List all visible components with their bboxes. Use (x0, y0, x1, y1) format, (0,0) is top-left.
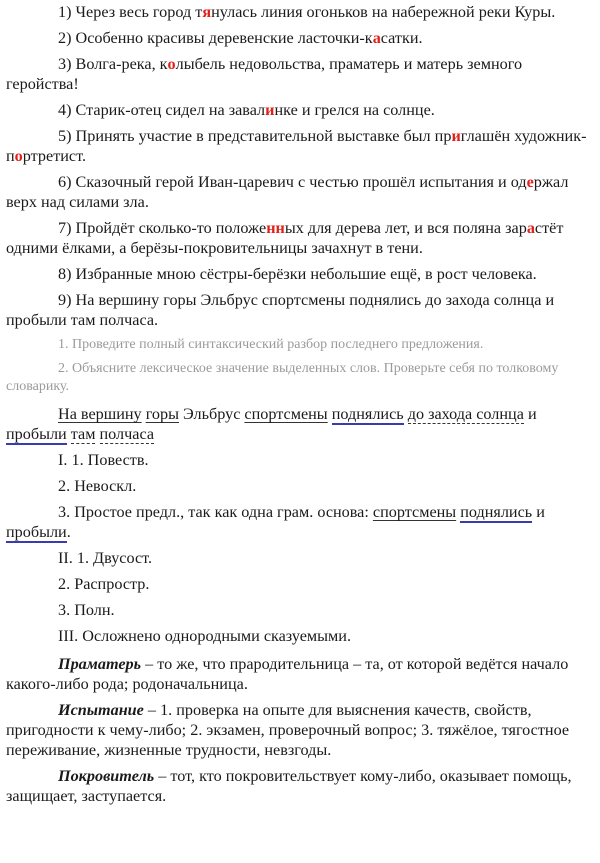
sentence-7: 7) Пройдёт сколько-то положенных для дерева лет, и вся поляна зарастёт одними ёлками, а берёзы-покровительницы зачахнут в тени. (6, 219, 564, 257)
sentence-2: 2) Особенно красивы деревенские ласточки-касатки. (58, 29, 423, 47)
analysis-line-3: 3. Простое предл., так как одна грам. основа: спортсмены поднялись и пробыли. (6, 503, 545, 541)
analysis-line-2: 2. Невоскл. (58, 477, 137, 495)
definition-1: Праматерь – то же, что прародительница – та, от которой ведётся начало какого-либо рода; родоначальница. (6, 655, 569, 693)
sentence-4: 4) Старик-отец сидел на завалинке и грелся на солнце. (58, 101, 435, 119)
sentence-5: 5) Принять участие в представительной выставке был приглашён художник-портретист. (6, 127, 587, 165)
task-1: 1. Проведите полный синтаксический разбор последнего предложения. (58, 337, 484, 352)
analysis-sentence: На вершину горы Эльбрус спортсмены поднялись до захода солнца и пробыли там полчаса (6, 405, 537, 443)
sentence-3: 3) Волга-река, колыбель недовольства, праматерь и матерь земного геройства! (6, 55, 523, 93)
definition-3: Покровитель – тот, кто покровительствует кому-либо, оказывает помощь, защищает, заступается. (6, 767, 572, 805)
analysis-line-6: 3. Полн. (58, 601, 115, 619)
analysis-line-4: II. 1. Двусост. (58, 549, 153, 567)
analysis-line-5: 2. Распростр. (58, 575, 150, 593)
sentence-9: 9) На вершину горы Эльбрус спортсмены поднялись до захода солнца и пробыли там полчаса. (6, 291, 555, 329)
sentence-8: 8) Избранные мною сёстры-берёзки небольшие ещё, в рост человека. (58, 265, 537, 283)
sentence-1: 1) Через весь город тянулась линия огоньков на набережной реки Куры. (58, 3, 556, 21)
analysis-line-7: III. Осложнено однородными сказуемыми. (58, 627, 351, 645)
analysis-line-1: I. 1. Повеств. (58, 451, 149, 469)
definition-2: Испытание – 1. проверка на опыте для выяснения качеств, свойств, пригодности к чему-либо; 2. экзамен, проверочный вопрос; 3. тяжёлое, тягостное переживание, жизненные трудности, невзгоды. (6, 701, 570, 759)
sentence-6: 6) Сказочный герой Иван-царевич с честью прошёл испытания и одержал верх над силами зла. (6, 173, 569, 211)
task-2: 2. Объясните лексическое значение выделенных слов. Проверьте себя по толковому словарику. (6, 361, 559, 394)
